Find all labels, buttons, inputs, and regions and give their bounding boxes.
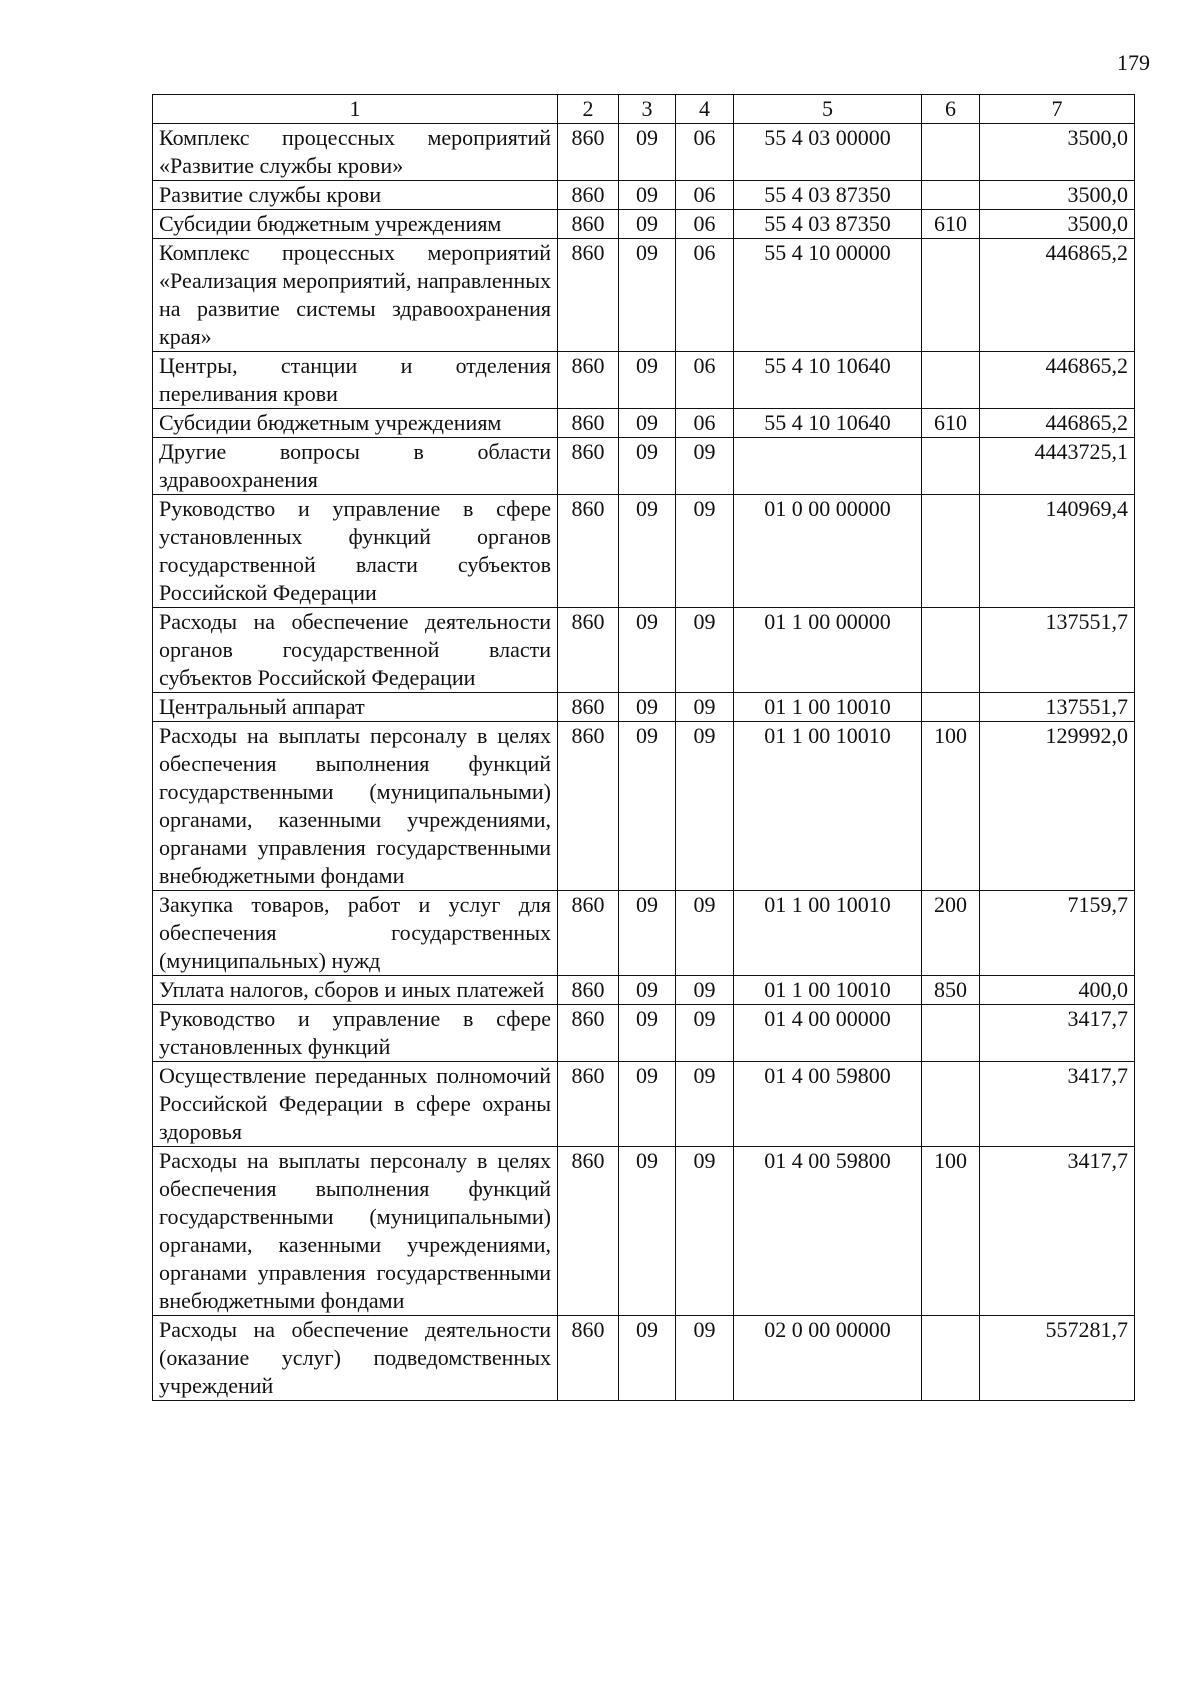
expense-type-cell — [922, 352, 980, 409]
table-row — [153, 693, 1135, 722]
section-code-cell: 09 — [619, 495, 676, 608]
amount-cell: 3417,7 — [980, 1147, 1135, 1316]
section-code-cell: 09 — [619, 722, 676, 891]
section-code-cell: 09 — [619, 1316, 676, 1401]
expense-type-cell: 610 — [922, 210, 980, 239]
amount-cell: 129992,0 — [980, 722, 1135, 891]
table-row — [153, 239, 1135, 352]
target-article-cell: 55 4 10 10640 — [734, 352, 922, 409]
ministry-code-cell: 860 — [558, 1316, 619, 1401]
row-name-cell: Руководство и управление в сфере установленных функций — [153, 1005, 558, 1062]
row-name-cell: Уплата налогов, сборов и иных платежей — [153, 976, 558, 1005]
header-row — [153, 95, 1135, 124]
expense-type-cell — [922, 1062, 980, 1147]
amount-cell: 4443725,1 — [980, 438, 1135, 495]
table-row — [153, 1062, 1135, 1147]
amount-cell: 3500,0 — [980, 181, 1135, 210]
target-article-cell: 55 4 10 10640 — [734, 409, 922, 438]
row-name-cell: Комплекс процессных мероприятий «Реализация мероприятий, направленных на развитие системы здравоохранения края» — [153, 239, 558, 352]
table-row — [153, 124, 1135, 181]
target-article-cell: 02 0 00 00000 — [734, 1316, 922, 1401]
ministry-code-cell: 860 — [558, 181, 619, 210]
expense-type-cell — [922, 124, 980, 181]
target-article-cell: 01 1 00 10010 — [734, 976, 922, 1005]
target-article-cell: 01 4 00 59800 — [734, 1062, 922, 1147]
table-row — [153, 891, 1135, 976]
table-row — [153, 976, 1135, 1005]
amount-cell: 400,0 — [980, 976, 1135, 1005]
budget-table — [152, 94, 1135, 1401]
table-row — [153, 495, 1135, 608]
subsection-code-cell: 09 — [676, 1005, 734, 1062]
expense-type-cell: 200 — [922, 891, 980, 976]
target-article-cell: 01 4 00 00000 — [734, 1005, 922, 1062]
target-article-cell: 55 4 03 87350 — [734, 210, 922, 239]
target-article-cell: 01 0 00 00000 — [734, 495, 922, 608]
table-row — [153, 608, 1135, 693]
ministry-code-cell: 860 — [558, 1147, 619, 1316]
table-row — [153, 722, 1135, 891]
section-code-cell: 09 — [619, 891, 676, 976]
ministry-code-cell: 860 — [558, 1005, 619, 1062]
page-number: 179 — [1117, 50, 1150, 75]
target-article-cell: 01 1 00 10010 — [734, 722, 922, 891]
amount-cell: 3500,0 — [980, 124, 1135, 181]
expense-type-cell — [922, 1005, 980, 1062]
table-row — [153, 409, 1135, 438]
amount-cell: 3417,7 — [980, 1005, 1135, 1062]
target-article-cell: 55 4 10 00000 — [734, 239, 922, 352]
subsection-code-cell: 09 — [676, 1062, 734, 1147]
amount-cell: 137551,7 — [980, 608, 1135, 693]
subsection-code-cell: 09 — [676, 693, 734, 722]
subsection-code-cell: 09 — [676, 438, 734, 495]
row-name-cell: Центральный аппарат — [153, 693, 558, 722]
ministry-code-cell: 860 — [558, 976, 619, 1005]
amount-cell: 557281,7 — [980, 1316, 1135, 1401]
header-col-1: 1 — [153, 95, 558, 124]
amount-cell: 137551,7 — [980, 693, 1135, 722]
ministry-code-cell: 860 — [558, 352, 619, 409]
section-code-cell: 09 — [619, 608, 676, 693]
table-row — [153, 210, 1135, 239]
row-name-cell: Расходы на обеспечение деятельности органов государственной власти субъектов Российской Федерации — [153, 608, 558, 693]
target-article-cell: 01 4 00 59800 — [734, 1147, 922, 1316]
expense-type-cell: 610 — [922, 409, 980, 438]
row-name-cell: Расходы на обеспечение деятельности (оказание услуг) подведомственных учреждений — [153, 1316, 558, 1401]
section-code-cell: 09 — [619, 693, 676, 722]
expense-type-cell: 850 — [922, 976, 980, 1005]
ministry-code-cell: 860 — [558, 495, 619, 608]
amount-cell: 3417,7 — [980, 1062, 1135, 1147]
header-col-6: 6 — [922, 95, 980, 124]
section-code-cell: 09 — [619, 124, 676, 181]
subsection-code-cell: 09 — [676, 722, 734, 891]
ministry-code-cell: 860 — [558, 124, 619, 181]
row-name-cell: Осуществление переданных полномочий Российской Федерации в сфере охраны здоровья — [153, 1062, 558, 1147]
expense-type-cell — [922, 438, 980, 495]
table-row — [153, 438, 1135, 495]
ministry-code-cell: 860 — [558, 210, 619, 239]
section-code-cell: 09 — [619, 1005, 676, 1062]
section-code-cell: 09 — [619, 1062, 676, 1147]
subsection-code-cell: 06 — [676, 181, 734, 210]
table-row — [153, 352, 1135, 409]
header-col-5: 5 — [734, 95, 922, 124]
ministry-code-cell: 860 — [558, 608, 619, 693]
ministry-code-cell: 860 — [558, 409, 619, 438]
target-article-cell: 01 1 00 00000 — [734, 608, 922, 693]
amount-cell: 446865,2 — [980, 409, 1135, 438]
subsection-code-cell: 09 — [676, 1147, 734, 1316]
table-row — [153, 1147, 1135, 1316]
expense-type-cell — [922, 495, 980, 608]
header-col-3: 3 — [619, 95, 676, 124]
subsection-code-cell: 06 — [676, 409, 734, 438]
section-code-cell: 09 — [619, 352, 676, 409]
row-name-cell: Комплекс процессных мероприятий «Развитие службы крови» — [153, 124, 558, 181]
subsection-code-cell: 09 — [676, 608, 734, 693]
section-code-cell: 09 — [619, 1147, 676, 1316]
ministry-code-cell: 860 — [558, 693, 619, 722]
subsection-code-cell: 09 — [676, 891, 734, 976]
row-name-cell: Субсидии бюджетным учреждениям — [153, 210, 558, 239]
subsection-code-cell: 06 — [676, 124, 734, 181]
amount-cell: 140969,4 — [980, 495, 1135, 608]
table-row — [153, 181, 1135, 210]
expense-type-cell — [922, 181, 980, 210]
target-article-cell: 55 4 03 00000 — [734, 124, 922, 181]
row-name-cell: Руководство и управление в сфере установленных функций органов государственной власти субъектов Российской Федерации — [153, 495, 558, 608]
amount-cell: 446865,2 — [980, 352, 1135, 409]
section-code-cell: 09 — [619, 976, 676, 1005]
expense-type-cell: 100 — [922, 722, 980, 891]
amount-cell: 7159,7 — [980, 891, 1135, 976]
subsection-code-cell: 09 — [676, 976, 734, 1005]
subsection-code-cell: 06 — [676, 352, 734, 409]
table-row — [153, 1316, 1135, 1401]
subsection-code-cell: 09 — [676, 1316, 734, 1401]
table-header — [153, 95, 1135, 124]
ministry-code-cell: 860 — [558, 438, 619, 495]
row-name-cell: Закупка товаров, работ и услуг для обеспечения государственных (муниципальных) нужд — [153, 891, 558, 976]
row-name-cell: Другие вопросы в области здравоохранения — [153, 438, 558, 495]
table-body — [153, 124, 1135, 1401]
expense-type-cell: 100 — [922, 1147, 980, 1316]
section-code-cell: 09 — [619, 239, 676, 352]
row-name-cell: Развитие службы крови — [153, 181, 558, 210]
header-col-7: 7 — [980, 95, 1135, 124]
row-name-cell: Расходы на выплаты персоналу в целях обеспечения выполнения функций государственными (муниципальными) органами, казенными учреждениями, органами управления государственными внебюджетными фондами — [153, 1147, 558, 1316]
ministry-code-cell: 860 — [558, 1062, 619, 1147]
header-col-4: 4 — [676, 95, 734, 124]
target-article-cell: 55 4 03 87350 — [734, 181, 922, 210]
amount-cell: 3500,0 — [980, 210, 1135, 239]
section-code-cell: 09 — [619, 210, 676, 239]
ministry-code-cell: 860 — [558, 239, 619, 352]
expense-type-cell — [922, 608, 980, 693]
target-article-cell: 01 1 00 10010 — [734, 693, 922, 722]
section-code-cell: 09 — [619, 181, 676, 210]
amount-cell: 446865,2 — [980, 239, 1135, 352]
row-name-cell: Субсидии бюджетным учреждениям — [153, 409, 558, 438]
ministry-code-cell: 860 — [558, 891, 619, 976]
table-row — [153, 1005, 1135, 1062]
section-code-cell: 09 — [619, 409, 676, 438]
expense-type-cell — [922, 1316, 980, 1401]
expense-type-cell — [922, 693, 980, 722]
ministry-code-cell: 860 — [558, 722, 619, 891]
row-name-cell: Центры, станции и отделения переливания крови — [153, 352, 558, 409]
subsection-code-cell: 09 — [676, 495, 734, 608]
target-article-cell: 01 1 00 10010 — [734, 891, 922, 976]
target-article-cell — [734, 438, 922, 495]
subsection-code-cell: 06 — [676, 210, 734, 239]
expense-type-cell — [922, 239, 980, 352]
subsection-code-cell: 06 — [676, 239, 734, 352]
header-col-2: 2 — [558, 95, 619, 124]
section-code-cell: 09 — [619, 438, 676, 495]
row-name-cell: Расходы на выплаты персоналу в целях обеспечения выполнения функций государственными (муниципальными) органами, казенными учреждениями, органами управления государственными внебюджетными фондами — [153, 722, 558, 891]
